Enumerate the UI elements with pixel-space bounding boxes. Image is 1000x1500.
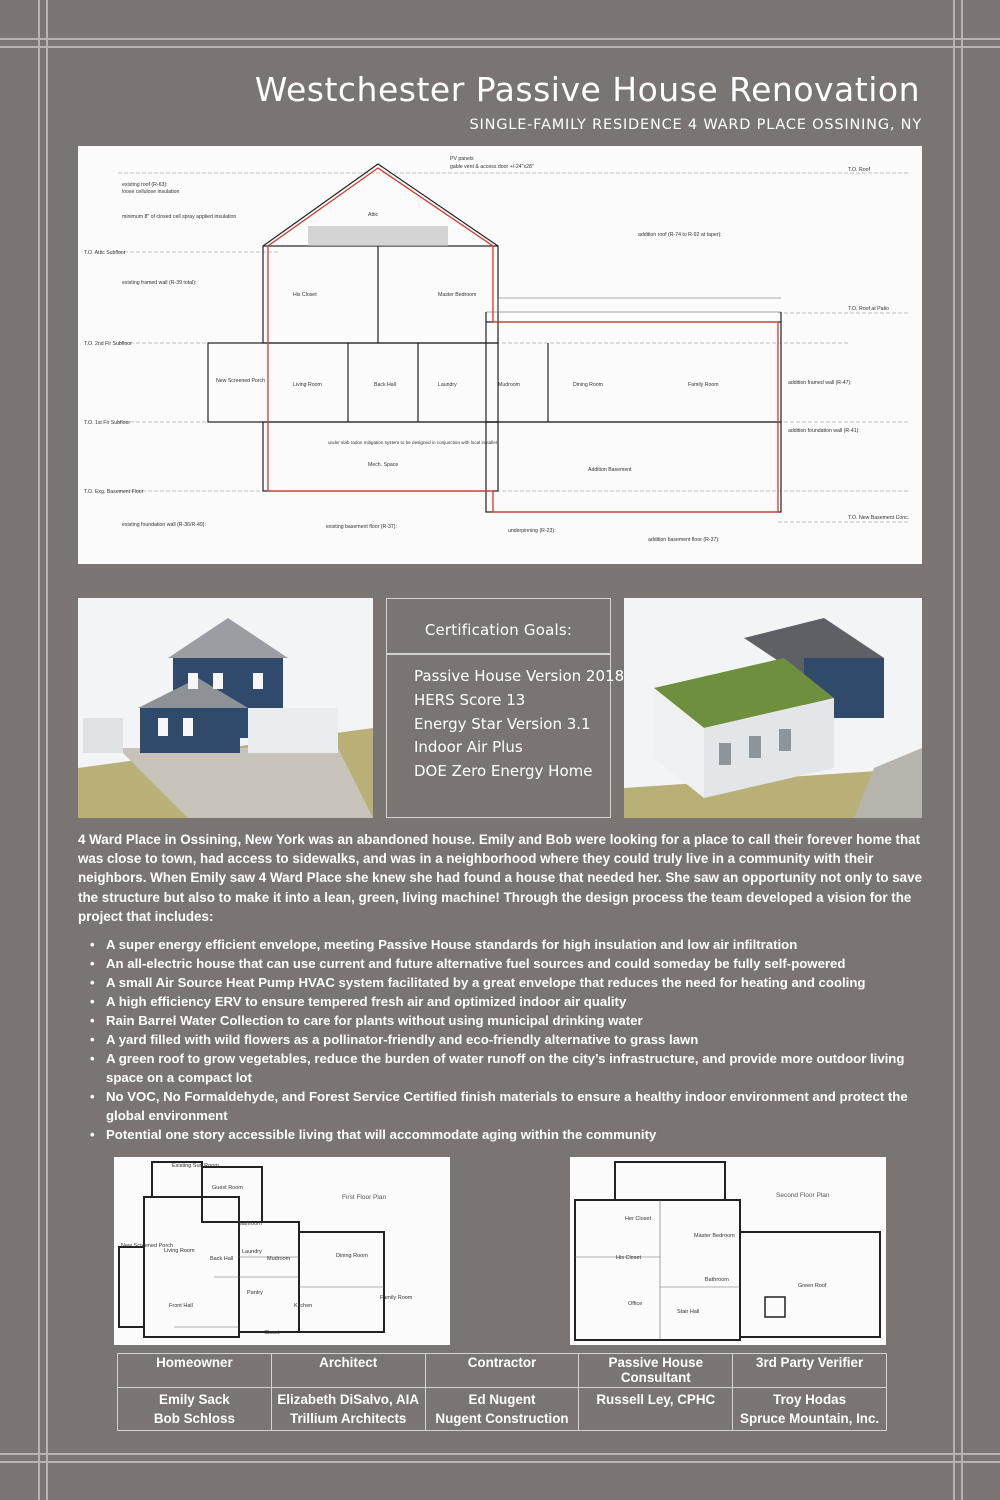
plan1-closet: Closet	[264, 1330, 280, 1336]
certification-goals-box	[386, 598, 625, 818]
exterior-rendering-front	[78, 598, 373, 818]
room-screened-porch: New Screened Porch	[216, 378, 266, 384]
vision-item: • A super energy efficient envelope, meeting Passive House standards for high insulation and low air infiltration	[90, 935, 920, 954]
frame-line-bottom-inner	[0, 1453, 1000, 1455]
level-new-basement: T.O. New Basement Conc.	[848, 515, 910, 521]
note-existing-foundation: existing foundation wall (R-36/R-49):	[122, 522, 206, 528]
plan2-bath: Bathroom	[705, 1277, 729, 1283]
certification-divider	[387, 653, 610, 655]
credit-names	[118, 1388, 272, 1431]
room-mech: Mech. Space	[368, 462, 399, 468]
room-master-bedroom: Master Bedroom	[438, 292, 477, 298]
room-addition-basement: Addition Basement	[588, 467, 632, 473]
room-living: Living Room	[293, 382, 322, 388]
room-family: Family Room	[688, 382, 719, 388]
vision-item: • An all-electric house that can use current and future alternative fuel sources and could someday be fully self-powered	[90, 954, 920, 973]
plan1-sunroom: Existing Sun Room	[172, 1163, 219, 1169]
credit-role: Homeowner	[118, 1354, 272, 1388]
level-basement: T.O. Exg. Basement Floor	[84, 489, 144, 495]
plan1-kitchen: Kitchen	[294, 1303, 313, 1309]
frame-line-right	[961, 0, 963, 1500]
note-existing-floor: existing basement floor (R-37):	[326, 524, 397, 530]
vision-item: • No VOC, No Formaldehyde, and Forest Service Certified finish materials to ensure a healthy indoor environment and protect the global environment	[90, 1087, 920, 1125]
vision-list	[90, 935, 920, 1144]
plan1-laundry: Laundry	[242, 1249, 262, 1255]
certification-item: DOE Zero Energy Home	[414, 762, 593, 781]
frame-line-left	[38, 0, 40, 1500]
level-roof: T.O. Roof	[848, 167, 870, 173]
first-floor-plan-label: First Floor Plan	[342, 1194, 387, 1201]
first-floor-plan	[114, 1157, 450, 1345]
note-underpinning: underpinning (R-23):	[508, 528, 556, 534]
exterior-rendering-green-roof	[624, 598, 922, 818]
plan1-family: Family Room	[380, 1295, 413, 1301]
plan2-her-closet: Her Closet	[625, 1216, 651, 1222]
note-existing-roof: existing roof (R-63):	[122, 182, 168, 188]
note-addition-foundation: addition foundation wall (R-41):	[788, 428, 860, 434]
credit-names	[271, 1388, 425, 1431]
note-existing-wall: existing framed wall (R-39 total):	[122, 280, 197, 286]
credit-name: Spruce Mountain, Inc.	[740, 1411, 880, 1426]
level-1st: T.O. 1st Flr Subfloor	[84, 420, 131, 426]
credit-role: Contractor	[425, 1354, 579, 1388]
level-attic: T.O. Attic Subfloor	[84, 250, 126, 256]
room-dining: Dining Room	[573, 382, 603, 388]
vision-item: • Potential one story accessible living that will accommodate aging within the community	[90, 1125, 920, 1144]
plan2-green-roof: Green Roof	[798, 1283, 827, 1289]
plan1-bath: Bathroom	[238, 1221, 262, 1227]
plan1-pantry: Pantry	[247, 1290, 263, 1296]
credit-role: 3rd Party Verifier	[733, 1354, 887, 1388]
credit-name: Bob Schloss	[153, 1411, 235, 1426]
second-floor-plan	[570, 1157, 886, 1345]
certification-heading: Certification Goals:	[424, 621, 573, 639]
credit-name: Nugent Construction	[435, 1411, 569, 1426]
plan1-back-hall: Back Hall	[210, 1256, 234, 1262]
plan2-his-closet: His Closet	[616, 1255, 642, 1261]
project-team-table	[117, 1353, 887, 1431]
vision-item: • A yard filled with wild flowers as a pollinator-friendly and eco-friendly alternative to grass lawn	[90, 1030, 920, 1049]
credit-name: Trillium Architects	[290, 1411, 407, 1426]
plan1-front-hall: Front Hall	[169, 1303, 193, 1309]
plan1-dining: Dining Room	[336, 1253, 368, 1259]
certification-item: Passive House Version 2018	[414, 667, 625, 685]
plan1-guest: Guest Room	[212, 1185, 243, 1191]
plan2-stair-hall: Stair Hall	[677, 1309, 700, 1315]
project-description: 4 Ward Place in Ossining, New York was an abandoned house. Emily and Bob were looking for a place to call their forever home that was close to town, had access to sidewalks, and was in a neighborhood where they could truly live in a community with their neighbors. When Emily saw 4 Ward Place she knew she had found a house that needed her. She saw an opportunity not only to save the structure but also to make it into a lean, green, living machine! Through the design process the team developed a vision for the project that includes:	[78, 832, 923, 924]
note-loose-cellulose: loose cellulose insulation	[122, 189, 180, 195]
frame-line-right-inner	[953, 0, 955, 1500]
poster-title: Westchester Passive House Renovation	[254, 70, 920, 109]
certification-item: HERS Score 13	[414, 690, 526, 709]
certification-item: Energy Star Version 3.1	[414, 714, 591, 733]
credit-name: Emily Sack	[159, 1392, 230, 1407]
room-attic: Attic	[368, 212, 379, 218]
note-gable: gable vent & access door +/-24"x28"	[450, 164, 534, 170]
level-roof-patio: T.O. Roof at Patio	[848, 306, 889, 312]
credit-names	[579, 1388, 733, 1431]
vision-item: • Rain Barrel Water Collection to care for plants without using municipal drinking water	[90, 1011, 920, 1030]
plan2-master: Master Bedroom	[694, 1233, 735, 1239]
certification-item: Indoor Air Plus	[414, 738, 523, 757]
frame-line-left-inner	[46, 0, 48, 1500]
frame-line-bottom	[0, 1461, 1000, 1463]
credit-names	[733, 1388, 887, 1431]
credit-name: Ed Nugent	[468, 1392, 536, 1407]
frame-line-top-inner	[0, 46, 1000, 48]
credit-role: Passive House Consultant	[579, 1354, 733, 1388]
room-back-hall: Back Hall	[374, 382, 396, 388]
note-addition-roof: addition roof (R-74 to R-92 at taper):	[638, 232, 722, 238]
note-pv: PV panels	[450, 156, 474, 162]
plan2-office: Office	[628, 1301, 643, 1307]
vision-item: • A green roof to grow vegetables, reduce the burden of water runoff on the city’s infrastructure, and provide more outdoor living space on a compact lot	[90, 1049, 920, 1087]
certification-list	[414, 665, 624, 784]
frame-line-top	[0, 38, 1000, 40]
note-addition-floor: addition basement floor (R-37):	[648, 537, 720, 543]
credit-name: Russell Ley, CPHC	[596, 1392, 716, 1407]
building-section-drawing	[78, 146, 922, 564]
vision-item: • A high efficiency ERV to ensure tempered fresh air and optimized indoor air quality	[90, 992, 920, 1011]
plan1-porch: New Screened Porch	[121, 1243, 173, 1249]
plan1-mudroom: Mudroom	[267, 1256, 291, 1262]
room-mudroom: Mudroom	[498, 382, 520, 388]
vision-item: • A small Air Source Heat Pump HVAC system facilitated by a great envelope that reduces the need for heating and cooling	[90, 973, 920, 992]
credit-name: Elizabeth DiSalvo, AIA	[277, 1392, 419, 1407]
second-floor-plan-label: Second Floor Plan	[776, 1192, 830, 1199]
credit-names	[425, 1388, 579, 1431]
credit-name: Troy Hodas	[773, 1392, 847, 1407]
level-2nd: T.O. 2nd Flr Subfloor	[84, 341, 132, 347]
room-his-closet: His Closet	[293, 292, 317, 298]
plan1-living: Living Room	[164, 1248, 195, 1254]
credit-role: Architect	[271, 1354, 425, 1388]
note-closed-cell: minimum 8" of closed cell spray applied insulation	[122, 214, 237, 220]
note-addition-wall: addition framed wall (R-47):	[788, 380, 852, 386]
note-radon: under slab radon mitigation system to be designed in conjunction with local installer	[328, 440, 498, 445]
room-laundry: Laundry	[438, 382, 457, 388]
poster-subtitle: SINGLE-FAMILY RESIDENCE 4 WARD PLACE OSSINING, NY	[469, 117, 922, 133]
